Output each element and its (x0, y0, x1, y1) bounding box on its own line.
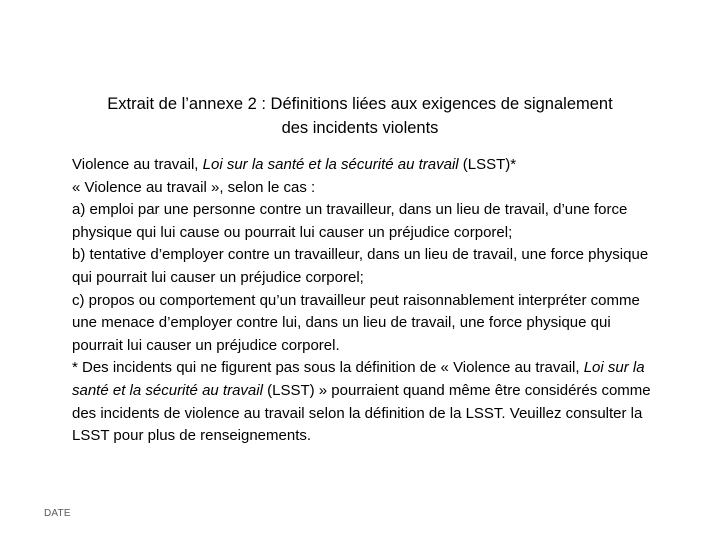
footer-date: DATE (44, 508, 71, 519)
title-line-2: des incidents violents (281, 119, 439, 137)
title-line-1: Extrait de l’annexe 2 : Définitions liées aux exigences de signalement (107, 95, 613, 113)
definition-heading (72, 154, 654, 177)
slide-title (60, 92, 660, 140)
definition-intro: « Violence au travail », selon le cas : (72, 178, 316, 196)
footnote (72, 357, 654, 447)
definition-abbrev: (LSST)* (458, 156, 517, 173)
definition-item-a: a) emploi par une personne contre un travailleur, dans un lieu de travail, d’une force physique qui lui cause ou pourrait lui causer un préjudice corporel; (72, 201, 628, 241)
law-name: Loi sur la santé et la sécurité au travail (202, 156, 459, 173)
footnote-prefix: * Des incidents qui ne figurent pas sous la définition de « Violence au travail, (72, 359, 584, 377)
slide-body (72, 154, 654, 448)
footnote-law-name: Loi sur la santé et la sécurité au travail (72, 359, 645, 399)
definition-term: Violence au travail, (72, 156, 203, 173)
footnote-suffix: (LSST) » pourraient quand même être considérés comme des incidents de violence au travail selon la définition de la LSST. Veuillez consulter la LSST pour plus de renseignements. (72, 381, 651, 445)
definition-item-b: b) tentative d’employer contre un travailleur, dans un lieu de travail, une force physique qui pourrait lui causer un préjudice corporel; (72, 246, 649, 286)
definition-item-c: c) propos ou comportement qu’un travailleur peut raisonnablement interpréter comme une menace d’employer contre lui, dans un lieu de travail, une force physique qui pourrait lui causer un préjudice corporel. (72, 291, 640, 354)
